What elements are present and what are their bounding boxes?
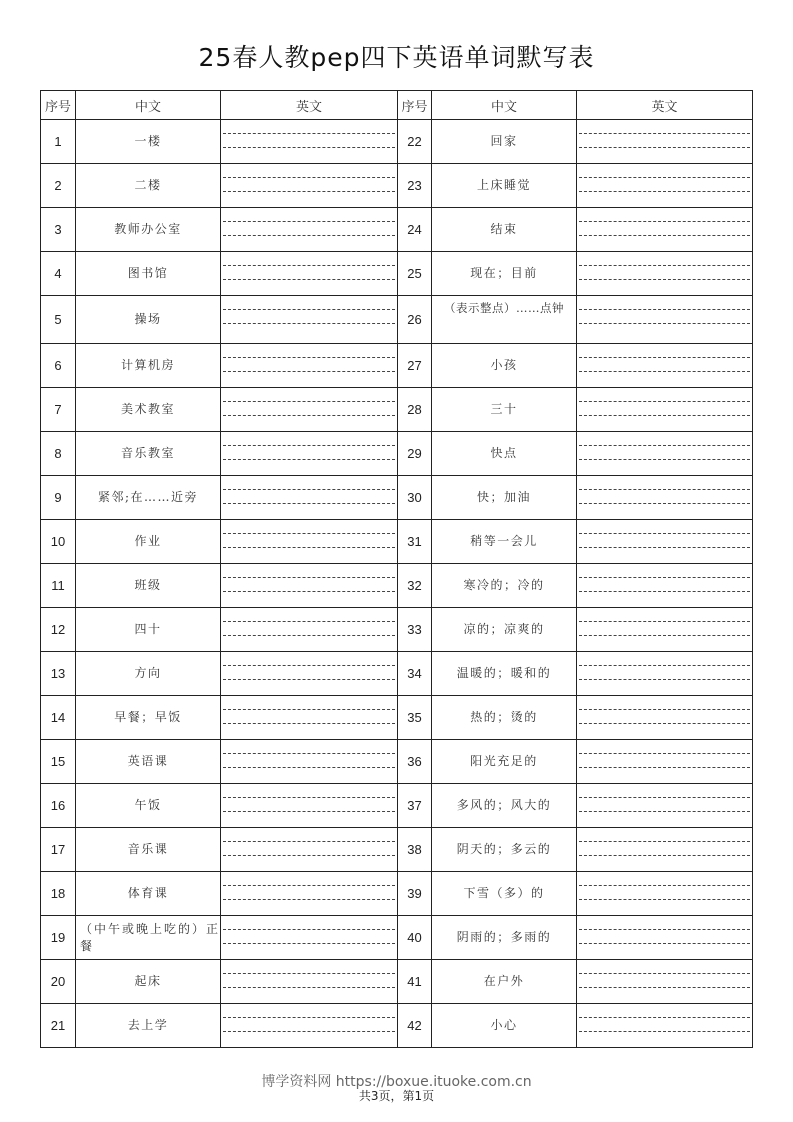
dashed-writing-line (223, 577, 395, 578)
row-index: 37 (398, 784, 432, 828)
dashed-writing-line (579, 265, 750, 266)
dashed-writing-line (223, 943, 395, 944)
table-row (41, 296, 753, 344)
dashed-writing-line (223, 503, 395, 504)
dashed-writing-line (579, 357, 750, 358)
dashed-writing-line (223, 401, 395, 402)
dashed-writing-line (223, 371, 395, 372)
row-index: 17 (41, 828, 76, 872)
english-answer-field[interactable] (221, 916, 398, 960)
chinese-word: 方向 (76, 652, 221, 696)
row-index: 34 (398, 652, 432, 696)
chinese-word: 美术教室 (76, 388, 221, 432)
english-answer-field[interactable] (221, 432, 398, 476)
row-index: 4 (41, 252, 76, 296)
header-english-right: 英文 (577, 91, 753, 120)
dashed-writing-line (579, 635, 750, 636)
vocabulary-table (40, 90, 753, 1048)
row-index: 20 (41, 960, 76, 1004)
table-row (41, 476, 753, 520)
row-index: 2 (41, 164, 76, 208)
chinese-word: 温暖的；暖和的 (432, 652, 577, 696)
english-answer-field[interactable] (221, 520, 398, 564)
dashed-writing-line (579, 191, 750, 192)
row-index: 24 (398, 208, 432, 252)
row-index: 35 (398, 696, 432, 740)
row-index: 11 (41, 564, 76, 608)
chinese-word: 在户外 (432, 960, 577, 1004)
dashed-writing-line (579, 503, 750, 504)
dashed-writing-line (579, 323, 750, 324)
dashed-writing-line (223, 221, 395, 222)
english-answer-field[interactable] (221, 872, 398, 916)
dashed-writing-line (579, 279, 750, 280)
table-row (41, 696, 753, 740)
chinese-word: 回家 (432, 120, 577, 164)
dashed-writing-line (579, 621, 750, 622)
english-answer-field[interactable] (577, 652, 753, 696)
dashed-writing-line (579, 665, 750, 666)
dashed-writing-line (579, 723, 750, 724)
chinese-word: 四十 (76, 608, 221, 652)
dashed-writing-line (223, 723, 395, 724)
chinese-word: 小心 (432, 1004, 577, 1048)
chinese-word: 去上学 (76, 1004, 221, 1048)
row-index: 21 (41, 1004, 76, 1048)
row-index: 38 (398, 828, 432, 872)
dashed-writing-line (223, 855, 395, 856)
header-english-left: 英文 (221, 91, 398, 120)
dashed-writing-line (579, 177, 750, 178)
table-row (41, 344, 753, 388)
row-index: 10 (41, 520, 76, 564)
row-index: 33 (398, 608, 432, 652)
english-answer-field[interactable] (577, 344, 753, 388)
chinese-word: 凉的；凉爽的 (432, 608, 577, 652)
english-answer-field[interactable] (221, 740, 398, 784)
english-answer-field[interactable] (221, 608, 398, 652)
dashed-writing-line (223, 191, 395, 192)
dashed-writing-line (579, 811, 750, 812)
dashed-writing-line (223, 1031, 395, 1032)
chinese-word: 阴雨的；多雨的 (432, 916, 577, 960)
chinese-word: 现在；目前 (432, 252, 577, 296)
english-answer-field[interactable] (577, 696, 753, 740)
english-answer-field[interactable] (221, 388, 398, 432)
dashed-writing-line (223, 767, 395, 768)
header-chinese-left: 中文 (76, 91, 221, 120)
table-row (41, 1004, 753, 1048)
english-answer-field[interactable] (577, 916, 753, 960)
dashed-writing-line (579, 221, 750, 222)
row-index: 5 (41, 296, 76, 344)
english-answer-field[interactable] (221, 564, 398, 608)
chinese-word: 上床睡觉 (432, 164, 577, 208)
dashed-writing-line (223, 235, 395, 236)
chinese-word: 音乐课 (76, 828, 221, 872)
row-index: 7 (41, 388, 76, 432)
row-index: 30 (398, 476, 432, 520)
dashed-writing-line (223, 323, 395, 324)
row-index: 15 (41, 740, 76, 784)
dashed-writing-line (579, 709, 750, 710)
table-row (41, 564, 753, 608)
header-index-left: 序号 (41, 91, 76, 120)
chinese-word: 寒冷的；冷的 (432, 564, 577, 608)
english-answer-field[interactable] (221, 120, 398, 164)
dashed-writing-line (579, 309, 750, 310)
dashed-writing-line (579, 489, 750, 490)
dashed-writing-line (579, 235, 750, 236)
chinese-word: 热的；烫的 (432, 696, 577, 740)
english-answer-field[interactable] (221, 344, 398, 388)
table-row (41, 872, 753, 916)
row-index: 39 (398, 872, 432, 916)
english-answer-field[interactable] (577, 608, 753, 652)
table-row (41, 784, 753, 828)
dashed-writing-line (579, 147, 750, 148)
header-chinese-right: 中文 (432, 91, 577, 120)
chinese-word: 多风的；风大的 (432, 784, 577, 828)
table-header-row (41, 91, 753, 120)
chinese-word: 结束 (432, 208, 577, 252)
table-row (41, 960, 753, 1004)
dashed-writing-line (579, 987, 750, 988)
chinese-word: 计算机房 (76, 344, 221, 388)
row-index: 31 (398, 520, 432, 564)
chinese-word: 下雪（多）的 (432, 872, 577, 916)
row-index: 13 (41, 652, 76, 696)
row-index: 23 (398, 164, 432, 208)
chinese-word: 小孩 (432, 344, 577, 388)
dashed-writing-line (223, 899, 395, 900)
row-index: 29 (398, 432, 432, 476)
row-index: 42 (398, 1004, 432, 1048)
row-index: 18 (41, 872, 76, 916)
chinese-word: 快点 (432, 432, 577, 476)
footer-page-number: 共3页，第1页 (358, 1089, 435, 1103)
chinese-word: （表示整点）……点钟 (432, 296, 577, 344)
dashed-writing-line (579, 371, 750, 372)
row-index: 28 (398, 388, 432, 432)
dashed-writing-line (579, 415, 750, 416)
dashed-writing-line (579, 899, 750, 900)
english-answer-field[interactable] (221, 960, 398, 1004)
dashed-writing-line (223, 665, 395, 666)
dashed-writing-line (223, 489, 395, 490)
row-index: 41 (398, 960, 432, 1004)
dashed-writing-line (579, 591, 750, 592)
chinese-word: 图书馆 (76, 252, 221, 296)
english-answer-field[interactable] (221, 784, 398, 828)
row-index: 26 (398, 296, 432, 344)
chinese-word: 教师办公室 (76, 208, 221, 252)
dashed-writing-line (579, 929, 750, 930)
english-answer-field[interactable] (577, 208, 753, 252)
dashed-writing-line (579, 459, 750, 460)
dashed-writing-line (223, 811, 395, 812)
table-row (41, 252, 753, 296)
dashed-writing-line (223, 533, 395, 534)
english-answer-field[interactable] (221, 164, 398, 208)
chinese-word: 音乐教室 (76, 432, 221, 476)
row-index: 32 (398, 564, 432, 608)
dashed-writing-line (223, 591, 395, 592)
dashed-writing-line (223, 621, 395, 622)
dashed-writing-line (579, 133, 750, 134)
dashed-writing-line (579, 973, 750, 974)
english-answer-field[interactable] (577, 120, 753, 164)
table-row (41, 652, 753, 696)
dashed-writing-line (223, 1017, 395, 1018)
dashed-writing-line (223, 459, 395, 460)
english-answer-field[interactable] (577, 960, 753, 1004)
english-answer-field[interactable] (221, 828, 398, 872)
english-answer-field[interactable] (221, 1004, 398, 1048)
row-index: 12 (41, 608, 76, 652)
dashed-writing-line (223, 841, 395, 842)
chinese-word: 紧邻;在……近旁 (76, 476, 221, 520)
dashed-writing-line (223, 309, 395, 310)
dashed-writing-line (579, 753, 750, 754)
english-answer-field[interactable] (577, 520, 753, 564)
row-index: 6 (41, 344, 76, 388)
dashed-writing-line (223, 357, 395, 358)
chinese-word: 班级 (76, 564, 221, 608)
dashed-writing-line (223, 635, 395, 636)
chinese-word: 二楼 (76, 164, 221, 208)
chinese-word: 阴天的；多云的 (432, 828, 577, 872)
dashed-writing-line (579, 841, 750, 842)
dashed-writing-line (223, 265, 395, 266)
english-answer-field[interactable] (221, 252, 398, 296)
row-index: 25 (398, 252, 432, 296)
table-row (41, 164, 753, 208)
dashed-writing-line (579, 401, 750, 402)
english-answer-field[interactable] (577, 872, 753, 916)
dashed-writing-line (579, 1017, 750, 1018)
row-index: 14 (41, 696, 76, 740)
dashed-writing-line (579, 797, 750, 798)
dashed-writing-line (223, 147, 395, 148)
dashed-writing-line (223, 547, 395, 548)
english-answer-field[interactable] (577, 432, 753, 476)
row-index: 19 (41, 916, 76, 960)
table-row (41, 740, 753, 784)
row-index: 3 (41, 208, 76, 252)
chinese-word: （中午或晚上吃的）正餐 (76, 916, 221, 960)
english-answer-field[interactable] (577, 252, 753, 296)
english-answer-field[interactable] (577, 828, 753, 872)
table-row (41, 916, 753, 960)
chinese-word: 早餐；早饭 (76, 696, 221, 740)
dashed-writing-line (579, 885, 750, 886)
english-answer-field[interactable] (577, 388, 753, 432)
footer-site: 博学资料网 https://boxue.ituoke.com.cn (261, 1074, 532, 1090)
table-row (41, 388, 753, 432)
english-answer-field[interactable] (221, 208, 398, 252)
dashed-writing-line (223, 445, 395, 446)
chinese-word: 阳光充足的 (432, 740, 577, 784)
table-row (41, 608, 753, 652)
table-row (41, 120, 753, 164)
dashed-writing-line (579, 533, 750, 534)
english-answer-field[interactable] (577, 1004, 753, 1048)
english-answer-field[interactable] (221, 476, 398, 520)
header-index-right: 序号 (398, 91, 432, 120)
row-index: 36 (398, 740, 432, 784)
english-answer-field[interactable] (577, 296, 753, 344)
dashed-writing-line (223, 797, 395, 798)
dashed-writing-line (579, 767, 750, 768)
table-row (41, 208, 753, 252)
row-index: 1 (41, 120, 76, 164)
chinese-word: 起床 (76, 960, 221, 1004)
chinese-word: 英语课 (76, 740, 221, 784)
english-answer-field[interactable] (577, 740, 753, 784)
dashed-writing-line (223, 415, 395, 416)
english-answer-field[interactable] (221, 696, 398, 740)
table-row (41, 828, 753, 872)
dashed-writing-line (223, 929, 395, 930)
dashed-writing-line (579, 547, 750, 548)
chinese-word: 体育课 (76, 872, 221, 916)
chinese-word: 快；加油 (432, 476, 577, 520)
dashed-writing-line (223, 885, 395, 886)
row-index: 22 (398, 120, 432, 164)
english-answer-field[interactable] (577, 476, 753, 520)
chinese-word: 午饭 (76, 784, 221, 828)
row-index: 40 (398, 916, 432, 960)
page-title: 25春人教pep四下英语单词默写表 (198, 43, 595, 72)
chinese-word: 操场 (76, 296, 221, 344)
dashed-writing-line (223, 753, 395, 754)
chinese-word: 三十 (432, 388, 577, 432)
dashed-writing-line (579, 577, 750, 578)
dashed-writing-line (579, 445, 750, 446)
dashed-writing-line (223, 679, 395, 680)
dashed-writing-line (223, 987, 395, 988)
dashed-writing-line (579, 1031, 750, 1032)
dashed-writing-line (579, 943, 750, 944)
english-answer-field[interactable] (577, 784, 753, 828)
dashed-writing-line (223, 279, 395, 280)
dashed-writing-line (223, 709, 395, 710)
english-answer-field[interactable] (221, 296, 398, 344)
dashed-writing-line (223, 133, 395, 134)
dashed-writing-line (579, 679, 750, 680)
chinese-word: 稍等一会儿 (432, 520, 577, 564)
row-index: 8 (41, 432, 76, 476)
chinese-word: 一楼 (76, 120, 221, 164)
chinese-word: 作业 (76, 520, 221, 564)
table-row (41, 520, 753, 564)
row-index: 16 (41, 784, 76, 828)
dashed-writing-line (223, 973, 395, 974)
dashed-writing-line (223, 177, 395, 178)
dashed-writing-line (579, 855, 750, 856)
english-answer-field[interactable] (221, 652, 398, 696)
english-answer-field[interactable] (577, 564, 753, 608)
table-row (41, 432, 753, 476)
row-index: 27 (398, 344, 432, 388)
row-index: 9 (41, 476, 76, 520)
english-answer-field[interactable] (577, 164, 753, 208)
